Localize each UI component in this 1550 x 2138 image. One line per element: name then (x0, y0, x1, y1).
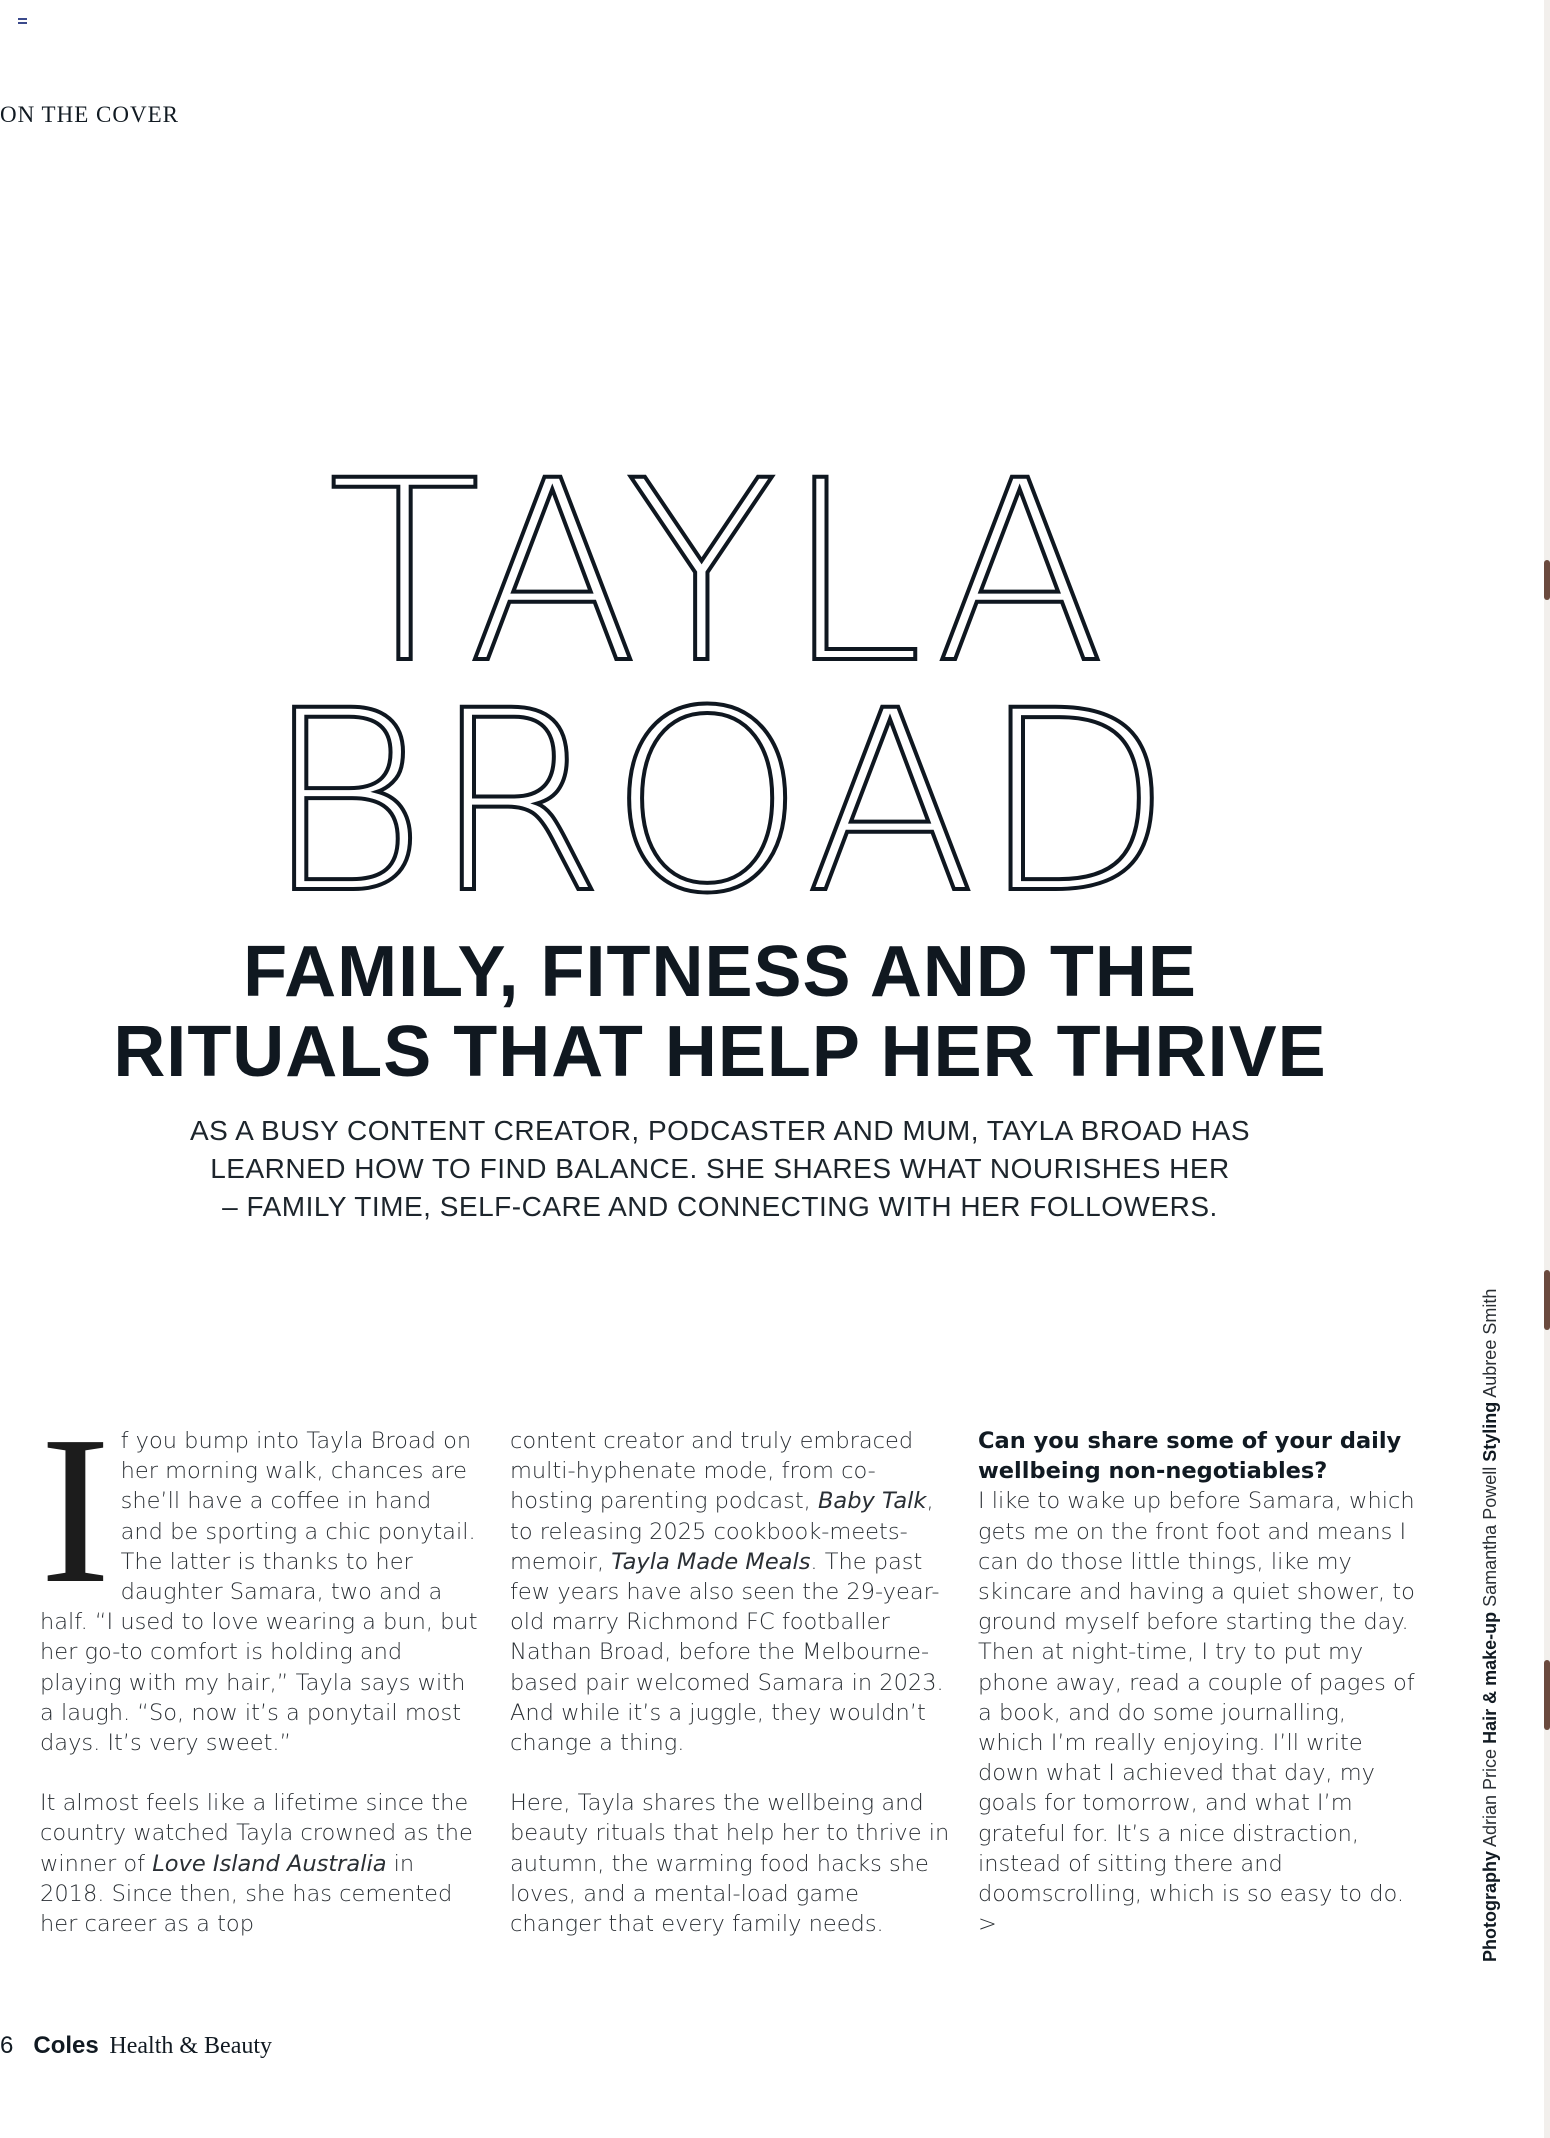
standfirst (60, 1112, 1380, 1226)
podcast-title: Baby Talk (818, 1488, 927, 1515)
body-text: It almost feels like a lifetime since the country watched Tayla crowned as the winner of (40, 1790, 473, 1877)
title-last-name: BROAD (263, 657, 1177, 948)
body-text: in 2018. Since then, she has cemented her career as a top (40, 1850, 453, 1938)
credit-name: Aubree Smith (1480, 1288, 1500, 1398)
adjacent-page-edge (1544, 0, 1550, 2138)
body-paragraph (40, 1788, 480, 1939)
body-text: content creator and truly embraced multi-hyphenate mode, from co-hosting parenting podcast, (510, 1428, 914, 1515)
page-footer (0, 2032, 272, 2060)
show-title: Love Island Australia (152, 1850, 387, 1877)
credit-name: Adrian Price (1480, 1748, 1500, 1847)
magazine-name: Health & Beauty (109, 2033, 273, 2059)
article-column-2 (510, 1426, 950, 1969)
section-label: ON THE COVER (0, 102, 179, 127)
interview-answer: I like to wake up before Samara, which gets me on the front foot and means I can do those little things, like my skincare and having a quiet shower, to ground myself before starting the day. Then at night-time, I try to put my phone away, read a couple of pages of a book, and do some journalling, which I’m really enjoying. I’ll write down what I achieved that day, my goals for tomorrow, and what I’m grateful for. It’s a nice distraction, instead of sitting there and doomscrolling, which is so easy to do. > (978, 1488, 1415, 1938)
article-column-3 (978, 1426, 1418, 1939)
body-paragraph (510, 1426, 950, 1758)
drop-cap: I (40, 1392, 111, 1627)
headline-line-1: FAMILY, FITNESS AND THE (243, 932, 1197, 1012)
photo-credits (1476, 1242, 1504, 1962)
body-text: . The past few years have also seen the 29-year-old marry Richmond FC footballer Nathan Broad, before the Melbourne-based pair welcomed Samara in 2023. And while it’s a juggle, they wouldn’t change a thing. (510, 1548, 944, 1757)
page-number: 6 (0, 2032, 14, 2059)
brand-name: Coles (33, 2032, 99, 2059)
standfirst-line: LEARNED HOW TO FIND BALANCE. SHE SHARES WHAT NOURISHES HER (210, 1153, 1230, 1184)
standfirst-line: AS A BUSY CONTENT CREATOR, PODCASTER AND MUM, TAYLA BROAD HAS (190, 1115, 1250, 1146)
credit-label: Styling (1480, 1401, 1500, 1462)
credit-label: Hair & make-up (1480, 1611, 1500, 1744)
photo-edge-detail (1544, 1270, 1550, 1330)
book-title: Tayla Made Meals (611, 1548, 811, 1575)
photo-edge-detail (1544, 560, 1550, 600)
interview-question: Can you share some of your daily wellbeing non-negotiables? (978, 1428, 1402, 1485)
body-paragraph: f you bump into Tayla Broad on her morning walk, chances are she’ll have a coffee in hand and be sporting a chic ponytail. The latter is thanks to her daughter Samara, two and a half. “I used to love wearing a bun, but her go-to comfort is holding and playing with my hair,” Tayla says with a laugh. “So, now it’s a ponytail most days. It’s very sweet.” (40, 1428, 478, 1757)
body-paragraph: Here, Tayla shares the wellbeing and beauty rituals that help her to thrive in autumn, the warming food hacks she loves, and a mental-load game changer that every family needs. (510, 1790, 950, 1938)
credit-label: Photography (1480, 1851, 1500, 1962)
headline-line-2: RITUALS THAT HELP HER THRIVE (113, 1012, 1327, 1092)
body-text: , to releasing 2025 cookbook-meets-memoir, (510, 1488, 934, 1575)
standfirst-line: – FAMILY TIME, SELF-CARE AND CONNECTING WITH HER FOLLOWERS. (222, 1191, 1218, 1222)
title-first-name: TAYLA (328, 427, 1112, 718)
article-column-1 (40, 1392, 480, 1969)
photo-edge-detail (1544, 1660, 1550, 1730)
corner-mark-icon (18, 18, 27, 26)
credit-name: Samantha Powell (1480, 1466, 1500, 1607)
